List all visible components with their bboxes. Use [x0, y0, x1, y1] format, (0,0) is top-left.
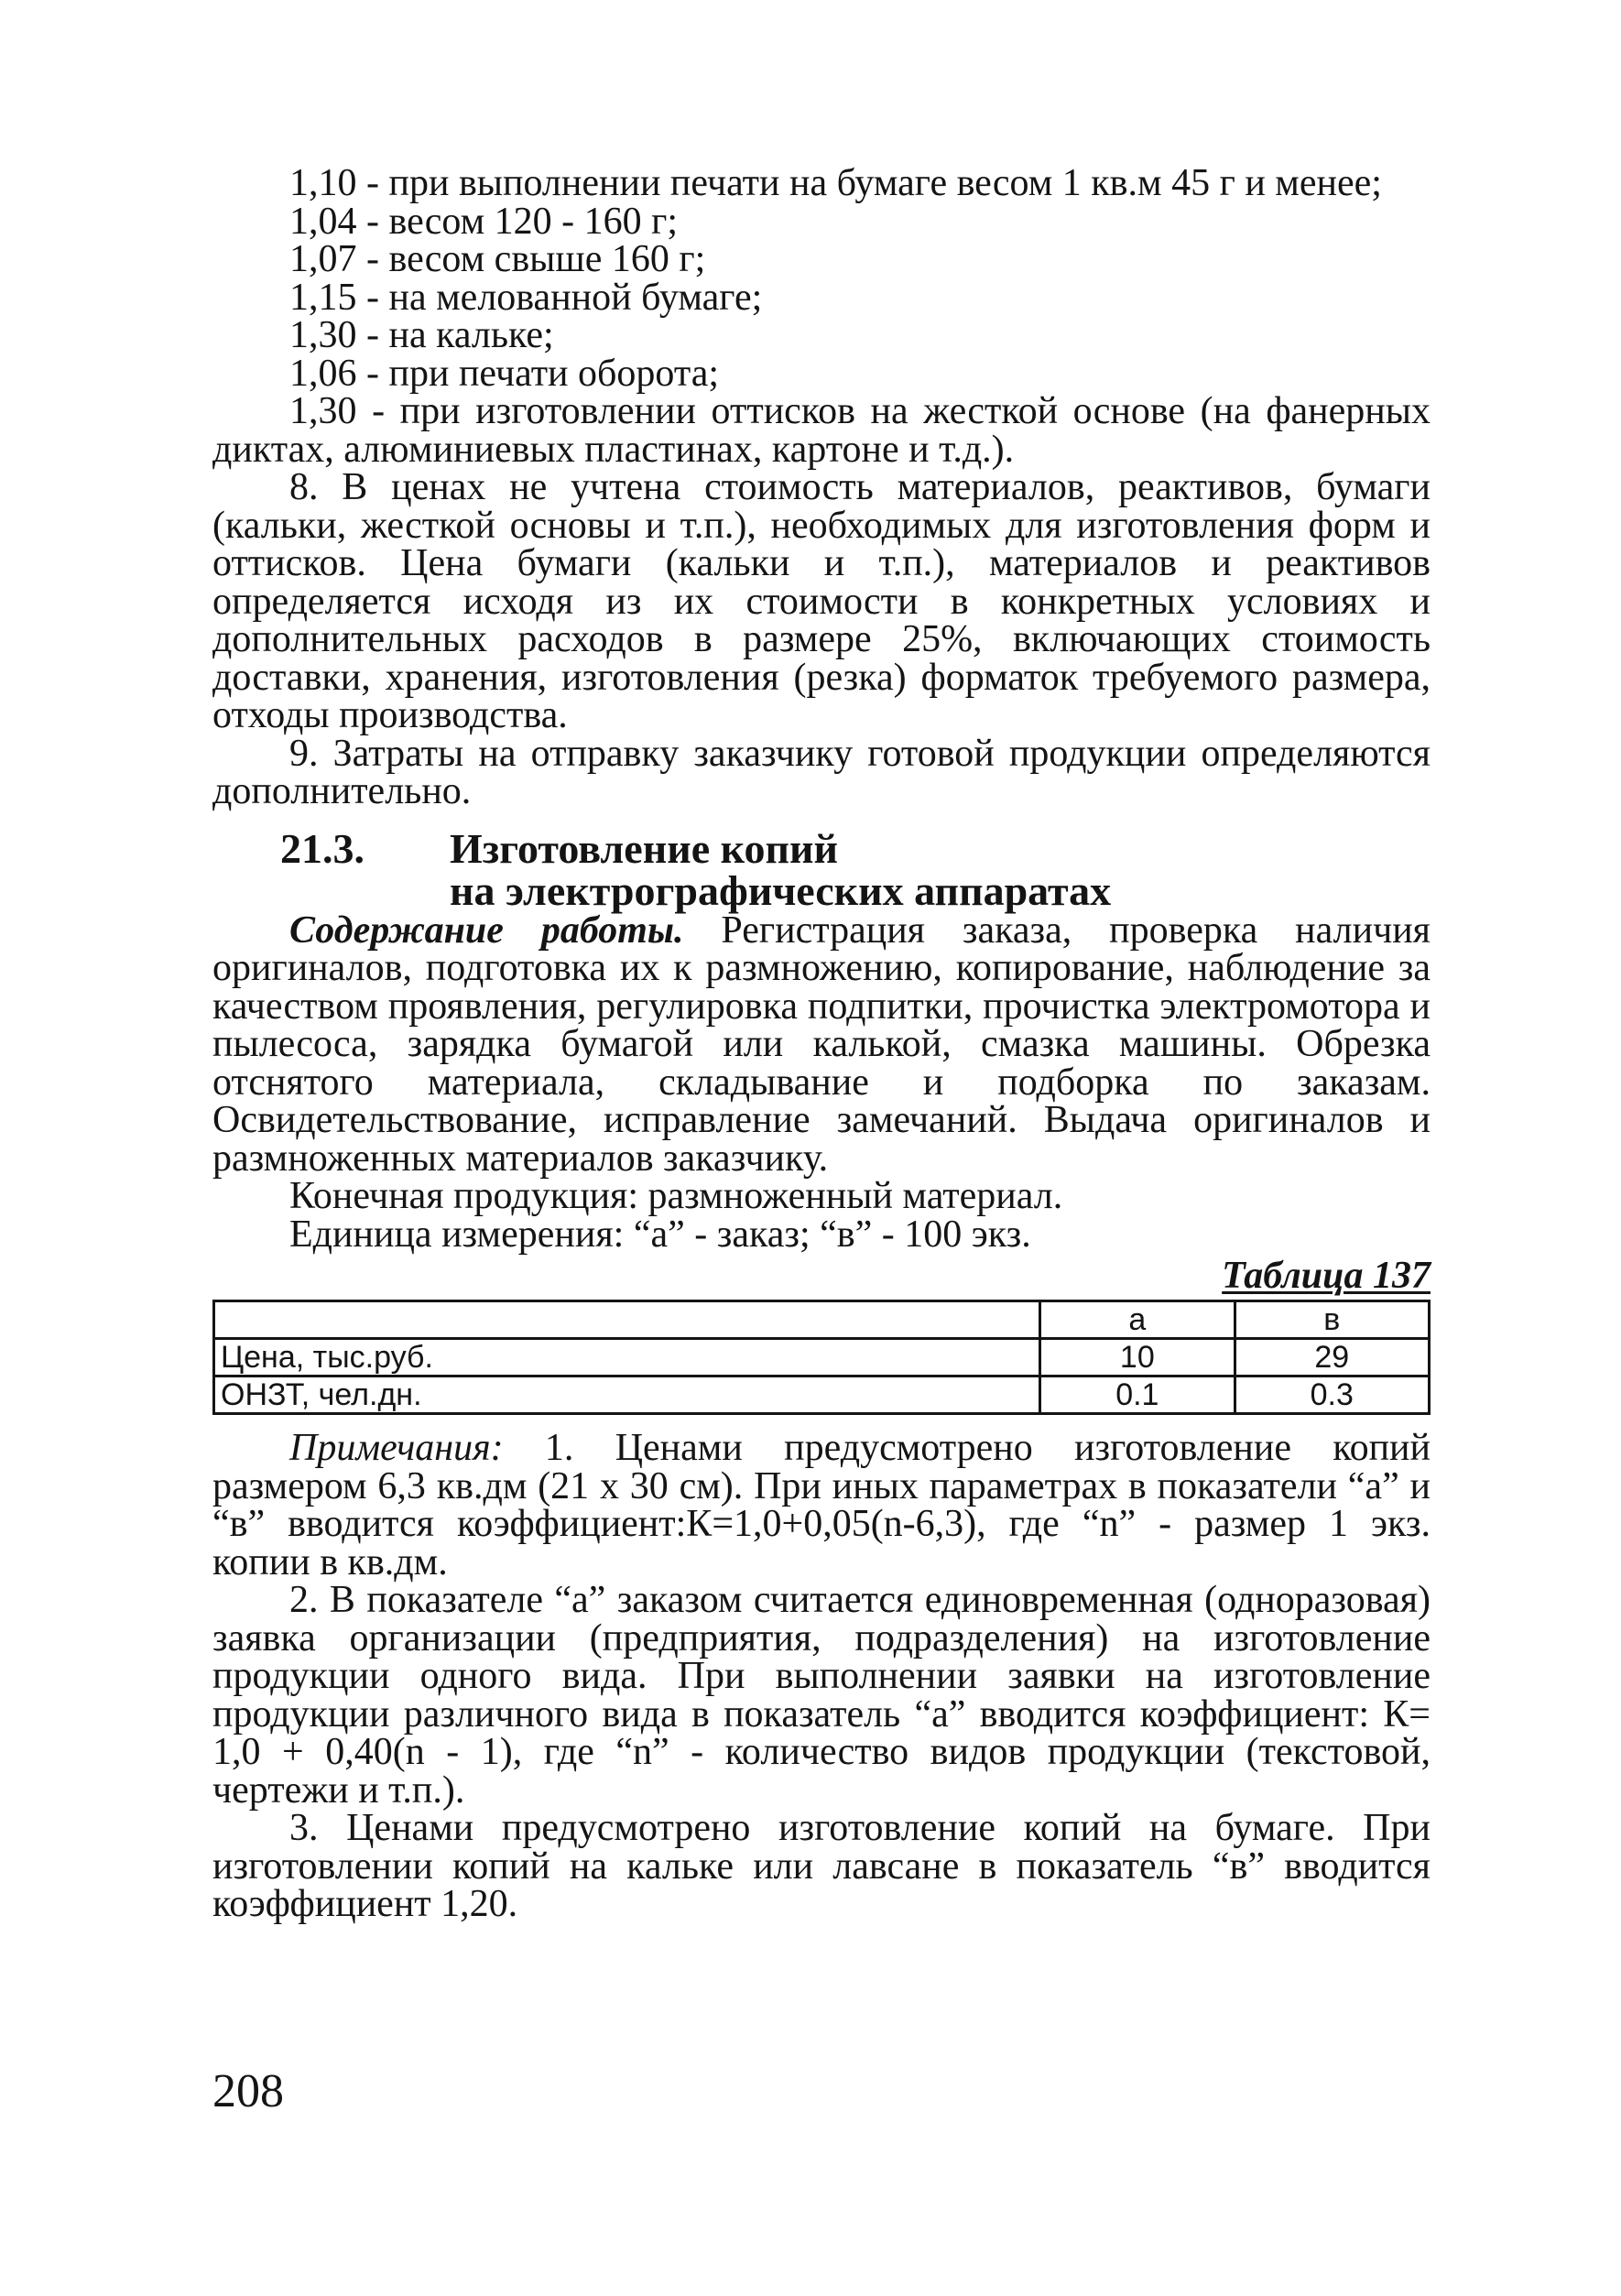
notes-block — [212, 1427, 1431, 1925]
section-title-line2: на электрографических аппаратах — [450, 866, 1112, 914]
page-number: 208 — [212, 2065, 284, 2117]
coefficient-line: 1,30 - на кальке; — [289, 314, 554, 356]
section-number: 21.3. — [280, 824, 364, 872]
coefficient-line: 1,04 - весом 120 - 160 г; — [289, 200, 679, 243]
note-2: 2. В показателе “а” заказом считается единовременная (одноразовая) заявка организации (предприятия, подразделения) на изготовление продукции одного вида. При выполнении заявки на изготовление продукции различного вида в показатель “а” вводится коэффициент: К= 1,0 + 0,40(n - 1), где “n” - количество видов продукции (текстовой, чертежи и т.п.). — [212, 1579, 1431, 1812]
price-table — [212, 1300, 1431, 1415]
coefficient-line: 1,30 - при изготовлении оттисков на жесткой основе (на фанерных диктах, алюминиевых пластинах, картоне и т.д.). — [212, 390, 1431, 471]
page-content — [212, 162, 1431, 1925]
note-1-text: 1. Ценами предусмотрено изготовление копий размером 6,3 кв.дм (21 х 30 см). При иных параметрах в показатели “а” и “в” вводится коэффициент:К=1,0+0,05(n-6,3), где “n” - размер 1 экз. копии в кв.дм. — [212, 1427, 1431, 1583]
work-content-label: Содержание работы. — [289, 909, 684, 952]
unit-line: Единица измерения: “а” - заказ; “в” - 100 экз. — [289, 1213, 1031, 1256]
table-header-cell: в — [1235, 1301, 1429, 1339]
table-header-cell: а — [1040, 1301, 1235, 1339]
section-heading — [212, 824, 1431, 914]
coefficient-line: 1,07 - весом свыше 160 г; — [289, 238, 706, 280]
note-3: 3. Ценами предусмотрено изготовление копий на бумаге. При изготовлении копий на кальке или лавсане в показатель “в” вводится коэффициент 1,20. — [212, 1807, 1431, 1925]
note-1 — [212, 1427, 1431, 1583]
table-cell: 0.1 — [1040, 1377, 1235, 1414]
item-9-paragraph: 9. Затраты на отправку заказчику готовой продукции определяются дополнительно. — [212, 732, 1431, 812]
table-cell: Цена, тыс.руб. — [214, 1339, 1040, 1377]
coefficient-list — [212, 162, 1431, 471]
table-row — [214, 1339, 1430, 1377]
table-cell: 29 — [1235, 1339, 1429, 1377]
table-row — [214, 1377, 1430, 1414]
section-title-line1: Изготовление копий — [450, 824, 839, 872]
coefficient-line: 1,15 - на мелованной бумаге; — [289, 276, 763, 319]
table-cell: ОНЗТ, чел.дн. — [214, 1377, 1040, 1414]
table-cell: 0.3 — [1235, 1377, 1429, 1414]
final-product-line: Конечная продукция: размноженный материал. — [289, 1175, 1063, 1217]
table-cell: 10 — [1040, 1339, 1235, 1377]
item-8-paragraph: 8. В ценах не учтена стоимость материалов, реактивов, бумаги (кальки, жесткой основы и т.п.), необходимых для изготовления форм и оттисков. Цена бумаги (кальки и т.п.), материалов и реактивов определяется исходя из их стоимости в конкретных условиях и дополнительных расходов в размере 25%, включающих стоимость доставки, хранения, изготовления (резка) форматок требуемого размера, отходы производства. — [212, 466, 1431, 736]
work-content-paragraph — [212, 909, 1431, 1180]
table-header-row — [214, 1301, 1430, 1339]
table-caption: Таблица 137 — [1222, 1255, 1431, 1297]
coefficient-line: 1,06 - при печати оборота; — [289, 352, 720, 395]
coefficient-line: 1,10 - при выполнении печати на бумаге весом 1 кв.м 45 г и менее; — [289, 162, 1382, 204]
work-content-text: Регистрация заказа, проверка наличия оригиналов, подготовка их к размножению, копирование, наблюдение за качеством проявления, регулировка подпитки, прочистка электромотора и пылесоса, зарядка бумагой или калькой, смазка машины. Обрезка отснятого материала, складывание и подборка по заказам. Освидетельствование, исправление замечаний. Выдача оригиналов и размноженных материалов заказчику. — [212, 909, 1431, 1180]
table-header-cell — [214, 1301, 1040, 1339]
notes-label: Примечания: — [289, 1427, 504, 1469]
